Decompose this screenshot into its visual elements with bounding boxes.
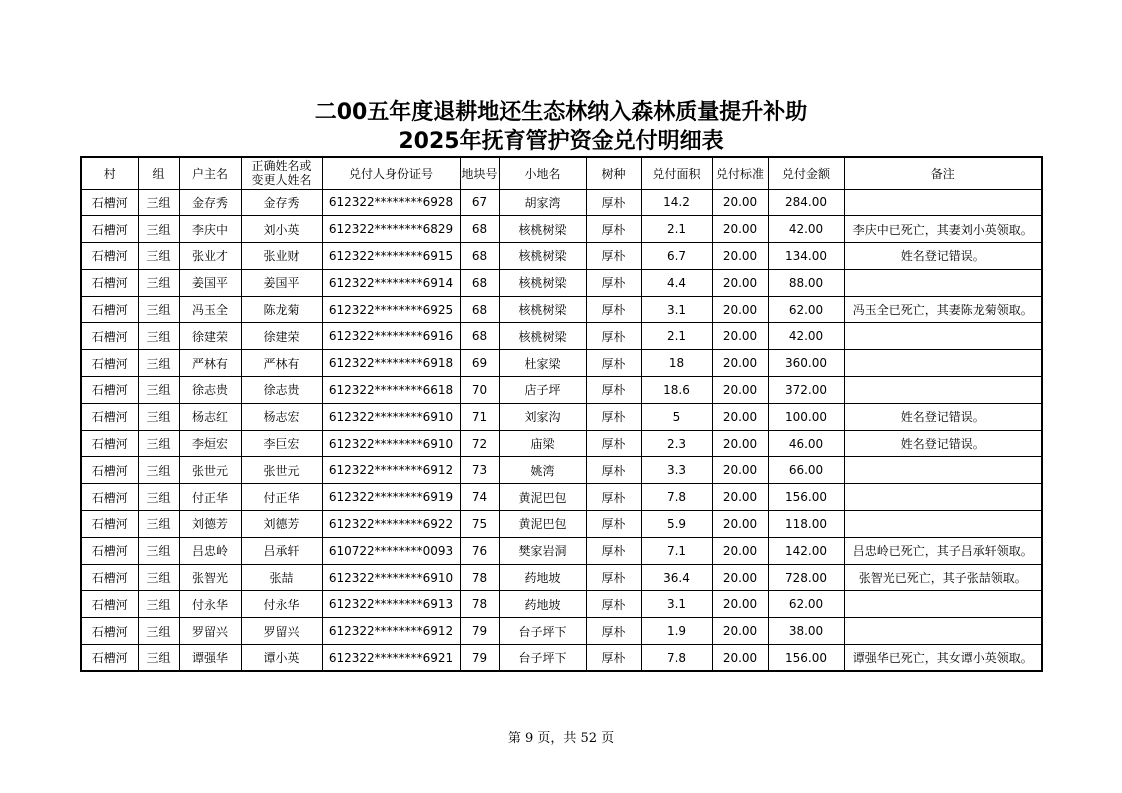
cell-householder: 冯玉全 bbox=[179, 296, 241, 323]
cell-correct-name: 严林有 bbox=[241, 350, 322, 377]
cell-amount: 42.00 bbox=[768, 216, 844, 243]
cell-village: 石槽河 bbox=[81, 537, 138, 564]
cell-householder: 张业才 bbox=[179, 243, 241, 270]
cell-village: 石槽河 bbox=[81, 484, 138, 511]
cell-area: 14.2 bbox=[641, 189, 712, 216]
cell-area: 5.9 bbox=[641, 511, 712, 538]
cell-group: 三组 bbox=[138, 403, 179, 430]
cell-correct-name: 徐志贵 bbox=[241, 377, 322, 404]
cell-remarks bbox=[844, 618, 1042, 645]
payment-detail-table bbox=[80, 156, 1043, 672]
cell-amount: 118.00 bbox=[768, 511, 844, 538]
table-row bbox=[81, 618, 1042, 645]
cell-householder: 罗留兴 bbox=[179, 618, 241, 645]
cell-rate: 20.00 bbox=[712, 511, 768, 538]
cell-rate: 20.00 bbox=[712, 189, 768, 216]
cell-village: 石槽河 bbox=[81, 591, 138, 618]
cell-plot-number: 70 bbox=[460, 377, 499, 404]
cell-remarks: 冯玉全已死亡，其妻陈龙菊领取。 bbox=[844, 296, 1042, 323]
cell-group: 三组 bbox=[138, 243, 179, 270]
cell-amount: 38.00 bbox=[768, 618, 844, 645]
cell-id-number: 612322********6915 bbox=[322, 243, 460, 270]
cell-amount: 142.00 bbox=[768, 537, 844, 564]
cell-plot-number: 79 bbox=[460, 618, 499, 645]
cell-tree-species: 厚朴 bbox=[586, 537, 641, 564]
cell-rate: 20.00 bbox=[712, 269, 768, 296]
cell-place-name: 樊家岩洞 bbox=[499, 537, 586, 564]
cell-amount: 372.00 bbox=[768, 377, 844, 404]
cell-id-number: 612322********6928 bbox=[322, 189, 460, 216]
cell-correct-name: 徐建荣 bbox=[241, 323, 322, 350]
cell-group: 三组 bbox=[138, 323, 179, 350]
page-title-line-1: 二00五年度退耕地还生态林纳入森林质量提升补助 bbox=[314, 100, 808, 125]
cell-place-name: 核桃树梁 bbox=[499, 323, 586, 350]
table-header-row bbox=[81, 157, 1042, 189]
cell-amount: 88.00 bbox=[768, 269, 844, 296]
cell-plot-number: 69 bbox=[460, 350, 499, 377]
cell-remarks: 姓名登记错误。 bbox=[844, 403, 1042, 430]
cell-plot-number: 73 bbox=[460, 457, 499, 484]
col-header-village: 村 bbox=[81, 157, 138, 189]
table-row bbox=[81, 377, 1042, 404]
cell-area: 3.1 bbox=[641, 591, 712, 618]
table-row bbox=[81, 243, 1042, 270]
cell-rate: 20.00 bbox=[712, 564, 768, 591]
cell-remarks: 李庆中已死亡，其妻刘小英领取。 bbox=[844, 216, 1042, 243]
col-header-place-name: 小地名 bbox=[499, 157, 586, 189]
cell-householder: 严林有 bbox=[179, 350, 241, 377]
cell-place-name: 核桃树梁 bbox=[499, 269, 586, 296]
cell-tree-species: 厚朴 bbox=[586, 564, 641, 591]
cell-group: 三组 bbox=[138, 430, 179, 457]
cell-amount: 42.00 bbox=[768, 323, 844, 350]
cell-rate: 20.00 bbox=[712, 430, 768, 457]
cell-id-number: 612322********6912 bbox=[322, 457, 460, 484]
cell-id-number: 612322********6829 bbox=[322, 216, 460, 243]
cell-tree-species: 厚朴 bbox=[586, 591, 641, 618]
cell-householder: 金存秀 bbox=[179, 189, 241, 216]
table-row bbox=[81, 323, 1042, 350]
cell-place-name: 台子坪下 bbox=[499, 645, 586, 672]
table-row bbox=[81, 564, 1042, 591]
cell-householder: 吕忠岭 bbox=[179, 537, 241, 564]
col-header-tree-species: 树种 bbox=[586, 157, 641, 189]
cell-rate: 20.00 bbox=[712, 350, 768, 377]
cell-area: 7.8 bbox=[641, 484, 712, 511]
table-row bbox=[81, 296, 1042, 323]
cell-area: 3.1 bbox=[641, 296, 712, 323]
col-header-remarks: 备注 bbox=[844, 157, 1042, 189]
cell-plot-number: 74 bbox=[460, 484, 499, 511]
cell-id-number: 612322********6912 bbox=[322, 618, 460, 645]
cell-plot-number: 67 bbox=[460, 189, 499, 216]
cell-rate: 20.00 bbox=[712, 537, 768, 564]
cell-rate: 20.00 bbox=[712, 216, 768, 243]
cell-id-number: 612322********6916 bbox=[322, 323, 460, 350]
table-row bbox=[81, 403, 1042, 430]
cell-area: 36.4 bbox=[641, 564, 712, 591]
cell-remarks: 谭强华已死亡，其女谭小英领取。 bbox=[844, 645, 1042, 672]
cell-id-number: 612322********6921 bbox=[322, 645, 460, 672]
cell-id-number: 612322********6919 bbox=[322, 484, 460, 511]
cell-amount: 134.00 bbox=[768, 243, 844, 270]
cell-amount: 284.00 bbox=[768, 189, 844, 216]
cell-tree-species: 厚朴 bbox=[586, 645, 641, 672]
cell-correct-name: 李巨宏 bbox=[241, 430, 322, 457]
cell-place-name: 黄泥巴包 bbox=[499, 511, 586, 538]
page-title-line-2: 2025年抚育管护资金兑付明细表 bbox=[398, 129, 724, 154]
cell-rate: 20.00 bbox=[712, 618, 768, 645]
table-row bbox=[81, 537, 1042, 564]
cell-correct-name: 付永华 bbox=[241, 591, 322, 618]
cell-remarks bbox=[844, 377, 1042, 404]
cell-place-name: 核桃树梁 bbox=[499, 296, 586, 323]
cell-place-name: 姚湾 bbox=[499, 457, 586, 484]
cell-group: 三组 bbox=[138, 269, 179, 296]
cell-tree-species: 厚朴 bbox=[586, 189, 641, 216]
cell-group: 三组 bbox=[138, 484, 179, 511]
cell-village: 石槽河 bbox=[81, 457, 138, 484]
cell-correct-name: 罗留兴 bbox=[241, 618, 322, 645]
cell-group: 三组 bbox=[138, 457, 179, 484]
cell-area: 2.1 bbox=[641, 323, 712, 350]
cell-correct-name: 陈龙菊 bbox=[241, 296, 322, 323]
cell-group: 三组 bbox=[138, 564, 179, 591]
cell-area: 1.9 bbox=[641, 618, 712, 645]
cell-rate: 20.00 bbox=[712, 484, 768, 511]
page-footer: 第 9 页，共 52 页 bbox=[507, 731, 615, 746]
cell-village: 石槽河 bbox=[81, 243, 138, 270]
cell-id-number: 612322********6913 bbox=[322, 591, 460, 618]
cell-correct-name: 张喆 bbox=[241, 564, 322, 591]
cell-remarks bbox=[844, 591, 1042, 618]
cell-remarks bbox=[844, 484, 1042, 511]
cell-remarks bbox=[844, 323, 1042, 350]
cell-plot-number: 71 bbox=[460, 403, 499, 430]
cell-tree-species: 厚朴 bbox=[586, 484, 641, 511]
cell-area: 18 bbox=[641, 350, 712, 377]
cell-remarks bbox=[844, 511, 1042, 538]
cell-group: 三组 bbox=[138, 296, 179, 323]
cell-village: 石槽河 bbox=[81, 269, 138, 296]
cell-area: 18.6 bbox=[641, 377, 712, 404]
cell-village: 石槽河 bbox=[81, 511, 138, 538]
cell-householder: 谭强华 bbox=[179, 645, 241, 672]
cell-area: 7.1 bbox=[641, 537, 712, 564]
cell-plot-number: 72 bbox=[460, 430, 499, 457]
cell-plot-number: 68 bbox=[460, 269, 499, 296]
cell-correct-name: 付正华 bbox=[241, 484, 322, 511]
cell-remarks: 姓名登记错误。 bbox=[844, 243, 1042, 270]
cell-tree-species: 厚朴 bbox=[586, 243, 641, 270]
cell-amount: 728.00 bbox=[768, 564, 844, 591]
cell-householder: 付永华 bbox=[179, 591, 241, 618]
cell-correct-name: 张业财 bbox=[241, 243, 322, 270]
cell-rate: 20.00 bbox=[712, 243, 768, 270]
col-header-group: 组 bbox=[138, 157, 179, 189]
cell-amount: 156.00 bbox=[768, 645, 844, 672]
table-row bbox=[81, 216, 1042, 243]
cell-householder: 徐建荣 bbox=[179, 323, 241, 350]
cell-place-name: 核桃树梁 bbox=[499, 243, 586, 270]
col-header-plot-number: 地块号 bbox=[460, 157, 499, 189]
cell-id-number: 612322********6910 bbox=[322, 430, 460, 457]
table-row bbox=[81, 645, 1042, 672]
cell-area: 7.8 bbox=[641, 645, 712, 672]
cell-area: 2.1 bbox=[641, 216, 712, 243]
cell-place-name: 药地坡 bbox=[499, 564, 586, 591]
table-row bbox=[81, 484, 1042, 511]
cell-amount: 100.00 bbox=[768, 403, 844, 430]
cell-group: 三组 bbox=[138, 189, 179, 216]
cell-area: 5 bbox=[641, 403, 712, 430]
cell-group: 三组 bbox=[138, 511, 179, 538]
cell-tree-species: 厚朴 bbox=[586, 296, 641, 323]
cell-plot-number: 76 bbox=[460, 537, 499, 564]
cell-area: 4.4 bbox=[641, 269, 712, 296]
cell-plot-number: 68 bbox=[460, 296, 499, 323]
cell-tree-species: 厚朴 bbox=[586, 618, 641, 645]
cell-id-number: 612322********6910 bbox=[322, 403, 460, 430]
cell-village: 石槽河 bbox=[81, 350, 138, 377]
cell-correct-name: 张世元 bbox=[241, 457, 322, 484]
cell-area: 6.7 bbox=[641, 243, 712, 270]
cell-amount: 62.00 bbox=[768, 296, 844, 323]
table-row bbox=[81, 511, 1042, 538]
cell-amount: 46.00 bbox=[768, 430, 844, 457]
col-header-amount: 兑付金额 bbox=[768, 157, 844, 189]
cell-village: 石槽河 bbox=[81, 564, 138, 591]
cell-tree-species: 厚朴 bbox=[586, 377, 641, 404]
cell-place-name: 胡家湾 bbox=[499, 189, 586, 216]
cell-place-name: 庙梁 bbox=[499, 430, 586, 457]
cell-village: 石槽河 bbox=[81, 377, 138, 404]
cell-place-name: 核桃树梁 bbox=[499, 216, 586, 243]
cell-place-name: 台子坪下 bbox=[499, 618, 586, 645]
col-header-correct-name bbox=[241, 157, 322, 189]
cell-correct-name: 姜国平 bbox=[241, 269, 322, 296]
cell-id-number: 610722********0093 bbox=[322, 537, 460, 564]
cell-tree-species: 厚朴 bbox=[586, 511, 641, 538]
cell-area: 3.3 bbox=[641, 457, 712, 484]
cell-id-number: 612322********6910 bbox=[322, 564, 460, 591]
cell-tree-species: 厚朴 bbox=[586, 323, 641, 350]
cell-group: 三组 bbox=[138, 216, 179, 243]
cell-village: 石槽河 bbox=[81, 430, 138, 457]
cell-remarks: 吕忠岭已死亡，其子吕承轩领取。 bbox=[844, 537, 1042, 564]
cell-village: 石槽河 bbox=[81, 645, 138, 672]
cell-place-name: 刘家沟 bbox=[499, 403, 586, 430]
cell-correct-name: 吕承轩 bbox=[241, 537, 322, 564]
cell-village: 石槽河 bbox=[81, 296, 138, 323]
cell-rate: 20.00 bbox=[712, 377, 768, 404]
cell-tree-species: 厚朴 bbox=[586, 457, 641, 484]
cell-remarks: 姓名登记错误。 bbox=[844, 430, 1042, 457]
col-header-id-number: 兑付人身份证号 bbox=[322, 157, 460, 189]
table-body bbox=[81, 189, 1042, 671]
cell-group: 三组 bbox=[138, 645, 179, 672]
cell-area: 2.3 bbox=[641, 430, 712, 457]
cell-tree-species: 厚朴 bbox=[586, 430, 641, 457]
cell-householder: 杨志红 bbox=[179, 403, 241, 430]
cell-place-name: 药地坡 bbox=[499, 591, 586, 618]
cell-id-number: 612322********6922 bbox=[322, 511, 460, 538]
cell-id-number: 612322********6925 bbox=[322, 296, 460, 323]
cell-householder: 徐志贵 bbox=[179, 377, 241, 404]
table-row bbox=[81, 189, 1042, 216]
col-header-householder: 户主名 bbox=[179, 157, 241, 189]
cell-remarks bbox=[844, 350, 1042, 377]
cell-plot-number: 68 bbox=[460, 323, 499, 350]
cell-rate: 20.00 bbox=[712, 323, 768, 350]
cell-householder: 刘德芳 bbox=[179, 511, 241, 538]
cell-correct-name: 金存秀 bbox=[241, 189, 322, 216]
cell-amount: 360.00 bbox=[768, 350, 844, 377]
cell-village: 石槽河 bbox=[81, 403, 138, 430]
cell-amount: 66.00 bbox=[768, 457, 844, 484]
table-row bbox=[81, 457, 1042, 484]
cell-rate: 20.00 bbox=[712, 403, 768, 430]
cell-plot-number: 68 bbox=[460, 243, 499, 270]
cell-householder: 李烜宏 bbox=[179, 430, 241, 457]
cell-rate: 20.00 bbox=[712, 457, 768, 484]
cell-group: 三组 bbox=[138, 537, 179, 564]
cell-plot-number: 75 bbox=[460, 511, 499, 538]
cell-id-number: 612322********6918 bbox=[322, 350, 460, 377]
col-header-area: 兑付面积 bbox=[641, 157, 712, 189]
cell-plot-number: 79 bbox=[460, 645, 499, 672]
cell-plot-number: 68 bbox=[460, 216, 499, 243]
cell-id-number: 612322********6618 bbox=[322, 377, 460, 404]
cell-place-name: 杜家梁 bbox=[499, 350, 586, 377]
cell-amount: 156.00 bbox=[768, 484, 844, 511]
cell-correct-name: 谭小英 bbox=[241, 645, 322, 672]
col-header-rate: 兑付标准 bbox=[712, 157, 768, 189]
cell-plot-number: 78 bbox=[460, 564, 499, 591]
cell-id-number: 612322********6914 bbox=[322, 269, 460, 296]
table-row bbox=[81, 269, 1042, 296]
cell-village: 石槽河 bbox=[81, 216, 138, 243]
cell-householder: 李庆中 bbox=[179, 216, 241, 243]
cell-rate: 20.00 bbox=[712, 645, 768, 672]
cell-tree-species: 厚朴 bbox=[586, 403, 641, 430]
cell-place-name: 店子坪 bbox=[499, 377, 586, 404]
col-header-correct-name-text: 正确姓名或 变更人姓名 bbox=[251, 159, 312, 188]
cell-tree-species: 厚朴 bbox=[586, 350, 641, 377]
cell-rate: 20.00 bbox=[712, 591, 768, 618]
cell-group: 三组 bbox=[138, 591, 179, 618]
cell-rate: 20.00 bbox=[712, 296, 768, 323]
cell-amount: 62.00 bbox=[768, 591, 844, 618]
cell-correct-name: 刘德芳 bbox=[241, 511, 322, 538]
table-row bbox=[81, 430, 1042, 457]
table-row bbox=[81, 350, 1042, 377]
cell-remarks bbox=[844, 189, 1042, 216]
cell-group: 三组 bbox=[138, 618, 179, 645]
table-row bbox=[81, 591, 1042, 618]
cell-village: 石槽河 bbox=[81, 323, 138, 350]
cell-householder: 姜国平 bbox=[179, 269, 241, 296]
cell-village: 石槽河 bbox=[81, 189, 138, 216]
cell-tree-species: 厚朴 bbox=[586, 216, 641, 243]
cell-correct-name: 杨志宏 bbox=[241, 403, 322, 430]
cell-remarks bbox=[844, 269, 1042, 296]
cell-householder: 张世元 bbox=[179, 457, 241, 484]
cell-group: 三组 bbox=[138, 377, 179, 404]
cell-group: 三组 bbox=[138, 350, 179, 377]
cell-householder: 付正华 bbox=[179, 484, 241, 511]
cell-plot-number: 78 bbox=[460, 591, 499, 618]
cell-householder: 张智光 bbox=[179, 564, 241, 591]
cell-tree-species: 厚朴 bbox=[586, 269, 641, 296]
cell-village: 石槽河 bbox=[81, 618, 138, 645]
cell-remarks: 张智光已死亡，其子张喆领取。 bbox=[844, 564, 1042, 591]
cell-correct-name: 刘小英 bbox=[241, 216, 322, 243]
cell-place-name: 黄泥巴包 bbox=[499, 484, 586, 511]
cell-remarks bbox=[844, 457, 1042, 484]
